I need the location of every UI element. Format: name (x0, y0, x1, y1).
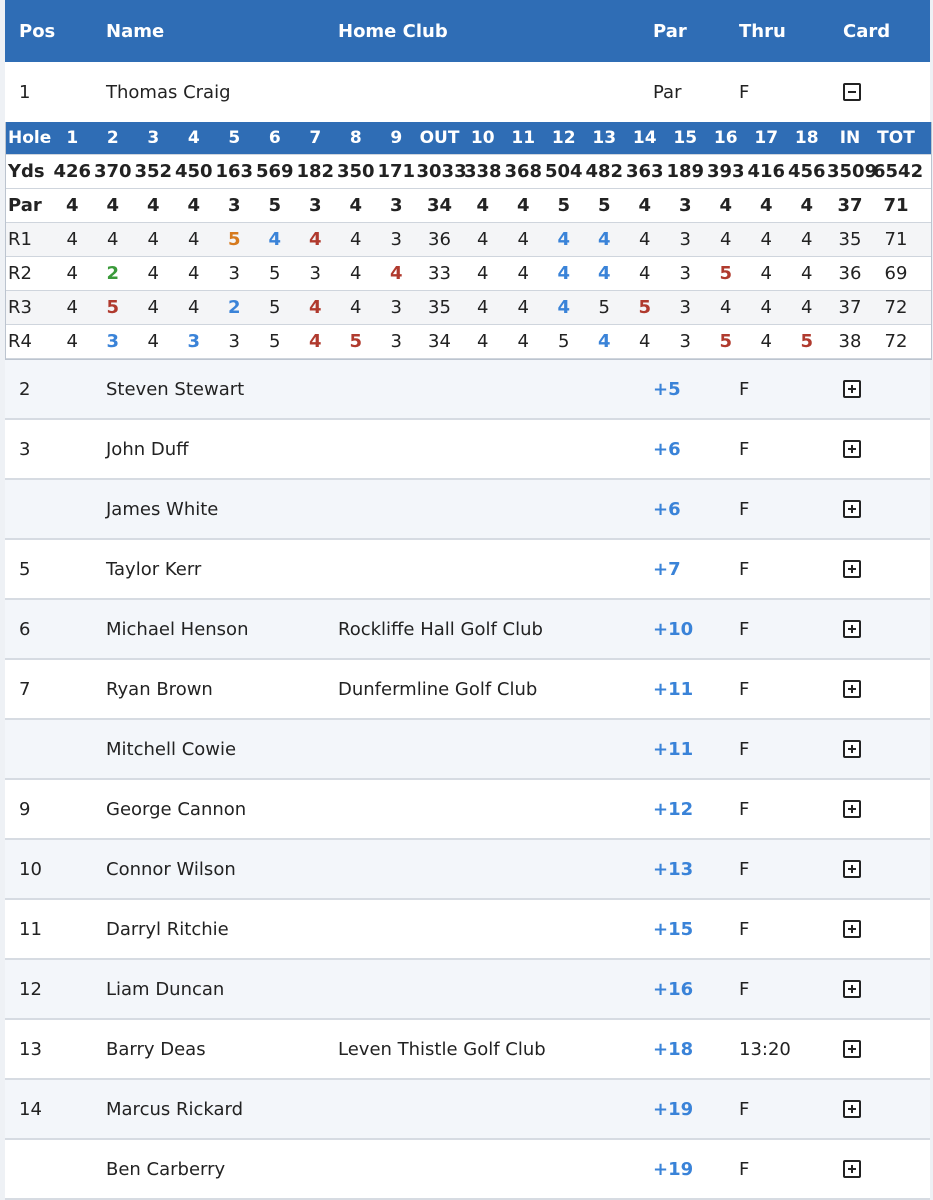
row-pos: 2 (19, 378, 31, 400)
player-row[interactable] (5, 960, 930, 1020)
scorecard (5, 122, 932, 360)
scorecard-cell: 3 (678, 195, 692, 216)
scorecard-cell: 12 (551, 128, 576, 148)
scorecard-cell: 4 (517, 263, 529, 284)
scorecard-cell: 5 (598, 297, 610, 318)
scorecard-cell: 1 (66, 128, 79, 148)
header-name[interactable]: Name (106, 20, 165, 42)
scorecard-row-label: R4 (8, 331, 32, 352)
scorecard-cell: 4 (146, 195, 160, 216)
scorecard-cell: 4 (350, 263, 362, 284)
card-toggle[interactable] (843, 540, 861, 598)
scorecard-cell: 71 (883, 195, 909, 216)
card-toggle[interactable] (843, 62, 861, 122)
scorecard-cell: 14 (632, 128, 657, 148)
expand-icon[interactable] (843, 440, 861, 458)
scorecard-cell: 3 (679, 229, 691, 250)
row-club: Leven Thistle Golf Club (338, 1038, 546, 1060)
scorecard-cell: 5 (106, 297, 120, 318)
row-name: George Cannon (106, 798, 247, 820)
scorecard-cell: 450 (174, 161, 213, 182)
row-pos: 9 (19, 798, 31, 820)
scorecard-cell: 4 (188, 229, 200, 250)
scorecard-cell: 37 (837, 195, 863, 216)
card-toggle[interactable] (843, 1020, 861, 1078)
card-toggle[interactable] (843, 420, 861, 478)
scorecard-cell: 370 (93, 161, 132, 182)
scorecard-cell: 18 (794, 128, 819, 148)
row-name: Liam Duncan (106, 978, 225, 1000)
scorecard-cell: 4 (639, 263, 651, 284)
row-thru: F (739, 678, 750, 700)
row-par: +6 (653, 498, 681, 520)
scorecard-cell: 4 (268, 229, 282, 250)
scorecard-cell: 4 (350, 229, 362, 250)
scorecard-row-label: Hole (8, 128, 52, 148)
scorecard-cell: 4 (66, 297, 78, 318)
scorecard-cell: 4 (308, 297, 322, 318)
expand-icon[interactable] (843, 920, 861, 938)
scorecard-cell: 5 (557, 195, 571, 216)
player-row[interactable] (5, 600, 930, 660)
scorecard-cell: 5 (269, 331, 281, 352)
player-row[interactable] (5, 840, 930, 900)
player-row[interactable] (5, 720, 930, 780)
expand-icon[interactable] (843, 620, 861, 638)
row-name: Ben Carberry (106, 1158, 226, 1180)
scorecard-cell: 5 (597, 195, 611, 216)
row-par: +16 (653, 978, 694, 1000)
row-name: Mitchell Cowie (106, 738, 237, 760)
row-thru: F (739, 978, 750, 1000)
scorecard-cell: 34 (426, 195, 453, 216)
scorecard-cell: 5 (228, 128, 241, 148)
expand-icon[interactable] (843, 740, 861, 758)
row-par: +19 (653, 1158, 694, 1180)
scorecard-cell: 416 (747, 161, 786, 182)
header-par[interactable]: Par (653, 20, 687, 42)
scorecard-cell: 4 (308, 331, 322, 352)
card-toggle[interactable] (843, 1080, 861, 1138)
expand-icon[interactable] (843, 560, 861, 578)
scorecard-cell: IN (839, 128, 861, 148)
card-toggle[interactable] (843, 480, 861, 538)
card-toggle[interactable] (843, 660, 861, 718)
scorecard-cell: 9 (390, 128, 403, 148)
scorecard-cell: 4 (477, 297, 489, 318)
row-name: Taylor Kerr (106, 558, 202, 580)
scorecard-cell: 4 (801, 229, 813, 250)
scorecard-row-label: Yds (8, 161, 45, 182)
row-par: +19 (653, 1098, 694, 1120)
row-par: +11 (653, 738, 694, 760)
header-thru[interactable]: Thru (739, 20, 786, 42)
scorecard-row-label: R1 (8, 229, 32, 250)
row-name: Thomas Craig (106, 81, 231, 103)
row-name: John Duff (106, 438, 189, 460)
row-par: +11 (653, 678, 694, 700)
scorecard-cell: 569 (255, 161, 294, 182)
scorecard-cell: 4 (719, 195, 733, 216)
scorecard-cell: 189 (666, 161, 705, 182)
scorecard-cell: 4 (308, 229, 322, 250)
scorecard-cell: 4 (389, 263, 403, 284)
row-par: +18 (653, 1038, 694, 1060)
card-toggle[interactable] (843, 780, 861, 838)
row-par: +5 (653, 378, 681, 400)
scorecard-cell: 4 (476, 195, 490, 216)
scorecard-cell: 4 (639, 331, 651, 352)
scorecard-cell: 4 (147, 297, 159, 318)
scorecard-cell: 4 (597, 331, 611, 352)
scorecard-cell: 3 (227, 195, 241, 216)
row-name: James White (106, 498, 219, 520)
row-pos: 1 (19, 81, 31, 103)
scorecard-round-row (6, 257, 931, 291)
expand-icon[interactable] (843, 1040, 861, 1058)
scorecard-cell: 4 (147, 263, 159, 284)
scorecard-cell: 4 (187, 195, 201, 216)
row-par: Par (653, 81, 682, 103)
scorecard-cell: 3 (228, 331, 240, 352)
row-thru: F (739, 1098, 750, 1120)
scorecard-cell: 13 (592, 128, 617, 148)
scorecard-cell: 5 (800, 331, 814, 352)
scorecard-cell: 4 (477, 263, 489, 284)
scorecard-cell: 163 (215, 161, 254, 182)
scorecard-round-row (6, 291, 931, 325)
scorecard-cell: 4 (638, 195, 652, 216)
scorecard-hole-row (6, 122, 931, 155)
player-list (5, 360, 930, 1200)
card-toggle[interactable] (843, 900, 861, 958)
expand-icon[interactable] (843, 680, 861, 698)
player-row[interactable] (5, 660, 930, 720)
scorecard-cell: 363 (625, 161, 664, 182)
scorecard-cell: 4 (66, 229, 78, 250)
row-thru: F (739, 1158, 750, 1180)
expand-icon[interactable] (843, 380, 861, 398)
row-name: Michael Henson (106, 618, 249, 640)
row-par: +12 (653, 798, 694, 820)
row-pos: 11 (19, 918, 42, 940)
scorecard-cell: 426 (53, 161, 92, 182)
scorecard-cell: 36 (838, 263, 862, 284)
scorecard-row-label: Par (8, 195, 42, 216)
expand-icon[interactable] (843, 500, 861, 518)
scorecard-cell: 368 (504, 161, 543, 182)
scorecard-cell: 4 (147, 229, 159, 250)
scorecard-cell: 3 (390, 331, 402, 352)
expand-icon[interactable] (843, 1160, 861, 1178)
scorecard-cell: 4 (350, 297, 362, 318)
scorecard-cell: 4 (557, 297, 571, 318)
scorecard-cell: 3 (390, 229, 402, 250)
row-pos: 7 (19, 678, 31, 700)
row-pos: 3 (19, 438, 31, 460)
scorecard-cell: 4 (349, 195, 363, 216)
scorecard-cell: 5 (227, 229, 241, 250)
row-thru: F (739, 498, 750, 520)
row-par: +13 (653, 858, 694, 880)
scorecard-cell: 504 (544, 161, 583, 182)
player-row[interactable] (5, 1140, 930, 1200)
expand-icon[interactable] (843, 1100, 861, 1118)
scorecard-cell: 6542 (873, 161, 924, 182)
card-toggle[interactable] (843, 840, 861, 898)
scorecard-cell: 4 (597, 263, 611, 284)
scorecard-cell: 4 (517, 229, 529, 250)
player-row[interactable] (5, 420, 930, 480)
scorecard-cell: 393 (706, 161, 745, 182)
scorecard-cell: 6 (268, 128, 281, 148)
scorecard-cell: 4 (597, 229, 611, 250)
scorecard-cell: 171 (377, 161, 416, 182)
header-card[interactable]: Card (843, 20, 891, 42)
scorecard-cell: 4 (188, 263, 200, 284)
row-name: Connor Wilson (106, 858, 236, 880)
player-row[interactable] (5, 780, 930, 840)
scorecard-cell: 4 (639, 229, 651, 250)
scorecard-cell: 4 (65, 195, 79, 216)
row-thru: F (739, 798, 750, 820)
scorecard-cell: OUT (419, 128, 460, 148)
scorecard-cell: 5 (269, 297, 281, 318)
row-name: Darryl Ritchie (106, 918, 229, 940)
card-toggle[interactable] (843, 1140, 861, 1198)
scorecard-cell: 3 (390, 297, 402, 318)
scorecard-cell: 3 (679, 331, 691, 352)
row-pos: 13 (19, 1038, 42, 1060)
scorecard-cell: 4 (147, 331, 159, 352)
row-thru: F (739, 81, 750, 103)
row-thru: F (739, 918, 750, 940)
scorecard-cell: 3 (309, 263, 321, 284)
scorecard-round-row (6, 223, 931, 257)
scorecard-cell: TOT (877, 128, 915, 148)
scorecard-cell: 8 (349, 128, 362, 148)
scorecard-cell: 4 (720, 229, 732, 250)
row-name: Ryan Brown (106, 678, 213, 700)
card-toggle[interactable] (843, 960, 861, 1018)
scorecard-cell: 3 (679, 263, 691, 284)
scorecard-cell: 5 (719, 263, 733, 284)
scorecard-cell: 4 (477, 331, 489, 352)
scorecard-cell: 4 (107, 229, 119, 250)
leader-row[interactable] (5, 62, 930, 122)
scorecard-cell: 3 (147, 128, 160, 148)
row-thru: F (739, 438, 750, 460)
row-thru: F (739, 738, 750, 760)
card-toggle[interactable] (843, 360, 861, 418)
row-pos: 14 (19, 1098, 42, 1120)
row-par: +10 (653, 618, 694, 640)
scorecard-cell: 37 (838, 297, 862, 318)
scorecard-cell: 35 (428, 297, 451, 318)
scorecard-round-row (6, 325, 931, 359)
scorecard-yards-row (6, 155, 931, 189)
scorecard-cell: 4 (106, 195, 120, 216)
scorecard-cell: 4 (517, 297, 529, 318)
player-row[interactable] (5, 480, 930, 540)
scorecard-cell: 4 (801, 263, 813, 284)
row-pos: 6 (19, 618, 31, 640)
header-club[interactable]: Home Club (338, 20, 448, 42)
scorecard-cell: 350 (336, 161, 375, 182)
scorecard-cell: 38 (838, 331, 862, 352)
row-par: +7 (653, 558, 681, 580)
scorecard-cell: 4 (759, 195, 773, 216)
scorecard-cell: 4 (801, 297, 813, 318)
scorecard-cell: 4 (800, 195, 814, 216)
scorecard-cell: 7 (309, 128, 322, 148)
player-row[interactable] (5, 1080, 930, 1140)
collapse-icon[interactable] (843, 83, 861, 101)
scorecard-cell: 338 (463, 161, 502, 182)
row-thru: F (739, 558, 750, 580)
card-toggle[interactable] (843, 720, 861, 778)
scorecard-cell: 3 (106, 331, 120, 352)
scorecard-cell: 3033 (416, 161, 467, 182)
scorecard-cell: 34 (428, 331, 451, 352)
row-pos: 5 (19, 558, 31, 580)
scorecard-cell: 5 (269, 263, 281, 284)
scorecard-cell: 11 (511, 128, 536, 148)
expand-icon[interactable] (843, 980, 861, 998)
scorecard-cell: 2 (227, 297, 241, 318)
scorecard-cell: 4 (760, 297, 772, 318)
row-name: Marcus Rickard (106, 1098, 244, 1120)
scorecard-cell: 4 (188, 297, 200, 318)
scorecard-cell: 4 (516, 195, 530, 216)
scorecard-cell: 3 (308, 195, 322, 216)
scorecard-cell: 4 (557, 229, 571, 250)
scorecard-cell: 3 (228, 263, 240, 284)
scorecard-cell: 482 (585, 161, 624, 182)
card-toggle[interactable] (843, 600, 861, 658)
scorecard-cell: 4 (760, 263, 772, 284)
player-row[interactable] (5, 900, 930, 960)
row-name: Steven Stewart (106, 378, 245, 400)
scorecard-cell: 5 (268, 195, 282, 216)
scorecard-cell: 2 (106, 128, 119, 148)
row-club: Dunfermline Golf Club (338, 678, 538, 700)
row-par: +15 (653, 918, 694, 940)
scorecard-cell: 71 (884, 229, 908, 250)
player-row[interactable] (5, 360, 930, 420)
scorecard-cell: 3 (389, 195, 403, 216)
scorecard-cell: 33 (428, 263, 451, 284)
scorecard-cell: 10 (470, 128, 495, 148)
leaderboard (5, 0, 930, 1200)
row-thru: F (739, 378, 750, 400)
scorecard-cell: 5 (638, 297, 652, 318)
scorecard-cell: 4 (760, 229, 772, 250)
scorecard-cell: 3 (679, 297, 691, 318)
scorecard-cell: 3509 (827, 161, 878, 182)
scorecard-cell: 5 (349, 331, 363, 352)
scorecard-cell: 352 (134, 161, 173, 182)
scorecard-cell: 15 (673, 128, 698, 148)
scorecard-cell: 4 (760, 331, 772, 352)
scorecard-cell: 4 (557, 263, 571, 284)
scorecard-cell: 69 (884, 263, 908, 284)
row-thru: 13:20 (739, 1038, 791, 1060)
scorecard-row-label: R3 (8, 297, 32, 318)
scorecard-cell: 4 (66, 331, 78, 352)
scorecard-cell: 17 (754, 128, 779, 148)
row-thru: F (739, 858, 750, 880)
row-pos: 10 (19, 858, 42, 880)
scorecard-cell: 3 (187, 331, 201, 352)
scorecard-par-row (6, 189, 931, 223)
row-par: +6 (653, 438, 681, 460)
scorecard-cell: 35 (838, 229, 862, 250)
row-thru: F (739, 618, 750, 640)
expand-icon[interactable] (843, 800, 861, 818)
row-name: Barry Deas (106, 1038, 206, 1060)
scorecard-cell: 4 (720, 297, 732, 318)
scorecard-cell: 72 (884, 331, 908, 352)
scorecard-cell: 182 (296, 161, 335, 182)
scorecard-cell: 36 (428, 229, 451, 250)
row-club: Rockliffe Hall Golf Club (338, 618, 543, 640)
scorecard-cell: 5 (558, 331, 570, 352)
row-pos: 12 (19, 978, 42, 1000)
scorecard-cell: 4 (517, 331, 529, 352)
scorecard-cell: 5 (719, 331, 733, 352)
scorecard-cell: 456 (787, 161, 826, 182)
leaderboard-header (5, 0, 930, 62)
scorecard-cell: 72 (884, 297, 908, 318)
scorecard-cell: 4 (187, 128, 200, 148)
scorecard-cell: 16 (713, 128, 738, 148)
header-pos[interactable]: Pos (19, 20, 56, 42)
player-row[interactable] (5, 540, 930, 600)
expand-icon[interactable] (843, 860, 861, 878)
scorecard-cell: 4 (477, 229, 489, 250)
scorecard-cell: 2 (106, 263, 120, 284)
scorecard-row-label: R2 (8, 263, 32, 284)
player-row[interactable] (5, 1020, 930, 1080)
scorecard-cell: 4 (66, 263, 78, 284)
